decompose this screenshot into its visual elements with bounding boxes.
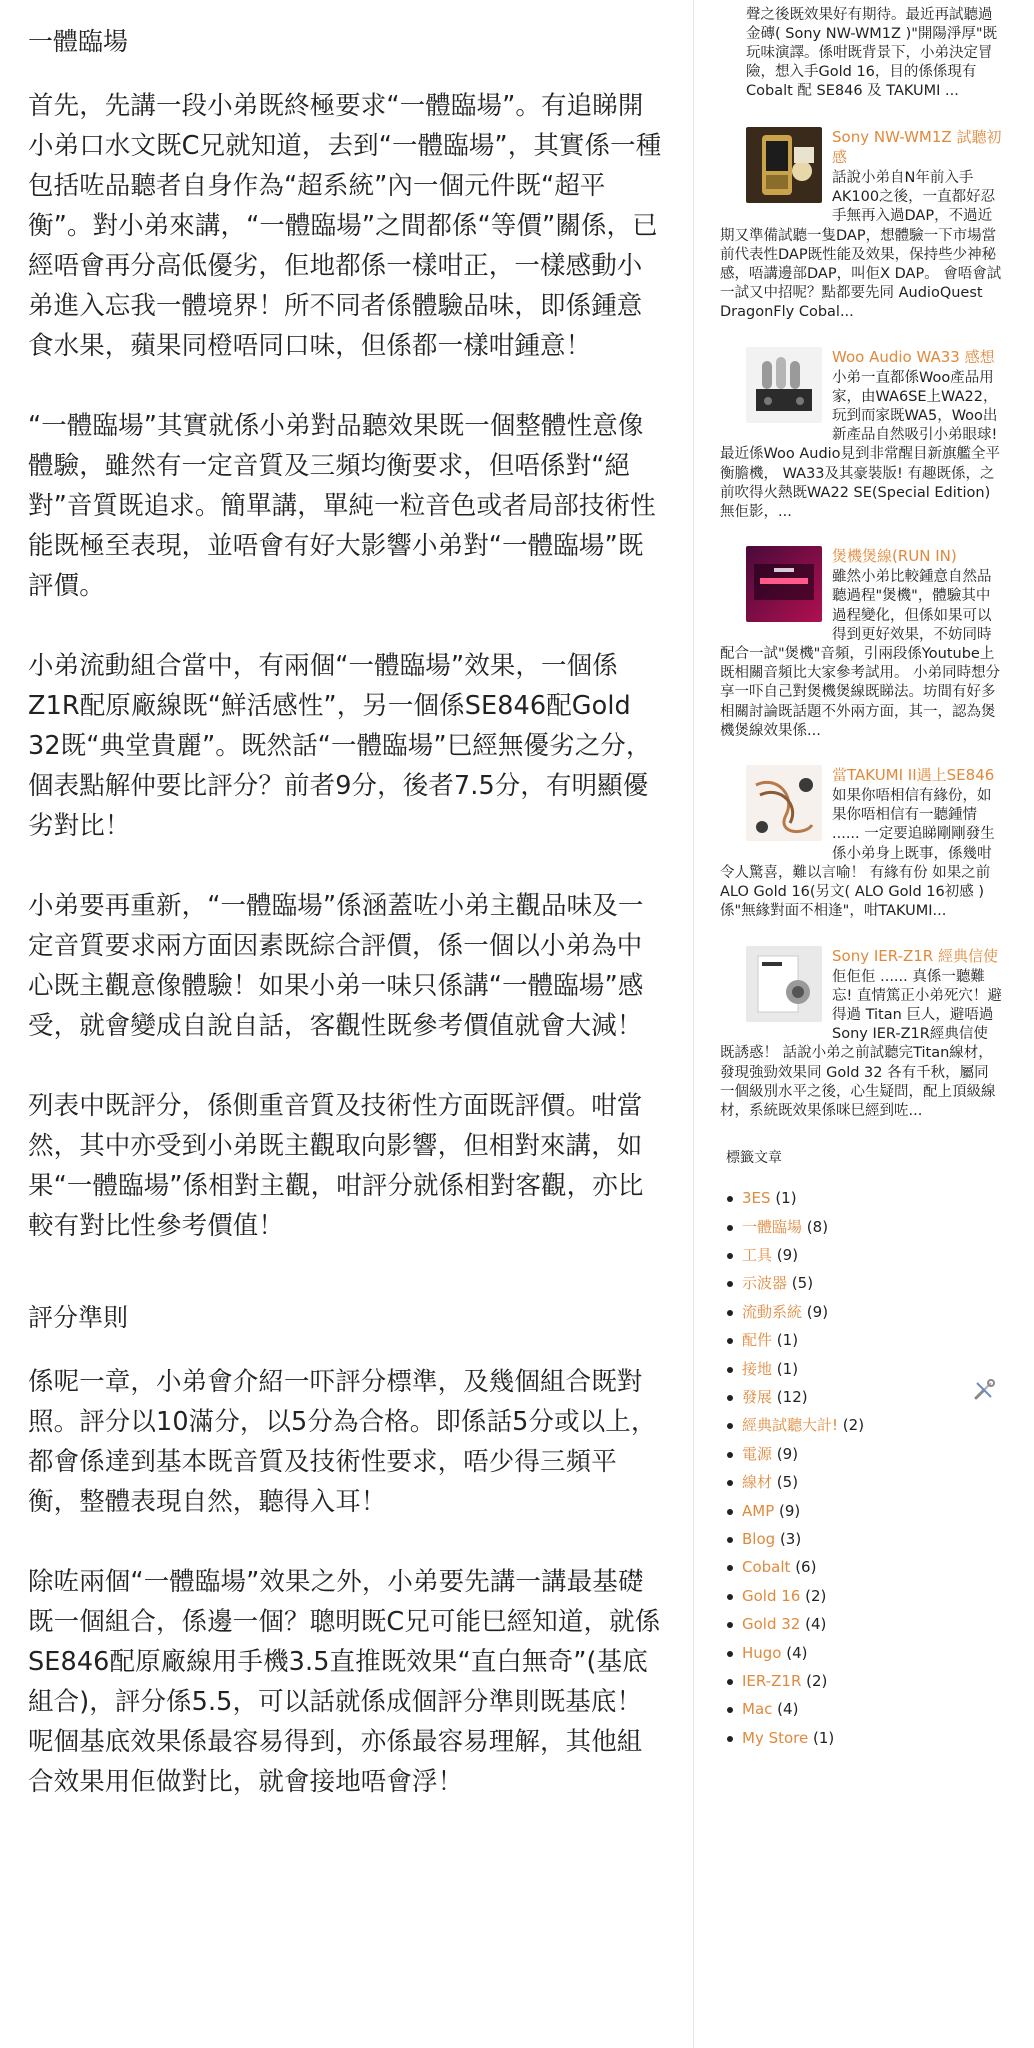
paragraph-2: “一體臨場”其實就係小弟對品聽效果既一個整體性意像體驗，雖然有一定音質及三頻均衡要求，但唔係對“絕對”音質既追求。簡單講，單純一粒音色或者局部技術性能既極至表現，並唔會有好大影響小弟對“一體臨場”既評價。 (28, 411, 656, 601)
popular-post-snippet: 小弟一直都係Woo產品用家，由WA6SE上WA22，玩到而家既WA5，Woo出新產品自然吸引小弟眼球! 最近係Woo Audio見到非常醒目新旗艦全平衡膽機， WA33及其豪裝版! 有趣既係，之前吹得火熱既WA22 SE(Special Edition)無佢影，... (720, 369, 1001, 521)
popular-post (720, 946, 1002, 1122)
label-link[interactable]: Hugo (742, 1643, 782, 1662)
label-item (726, 1667, 1002, 1695)
popular-post-title[interactable]: 當TAKUMI II遇上SE846 (832, 766, 995, 785)
label-count: (2) (806, 1672, 828, 1691)
label-link[interactable]: 經典試聽大計! (742, 1416, 839, 1435)
label-link[interactable]: My Store (742, 1728, 809, 1747)
section-heading-scoring: 評分準則 (28, 1303, 129, 1332)
label-link[interactable]: Gold 16 (742, 1586, 801, 1605)
label-count: (3) (779, 1530, 802, 1548)
label-link[interactable]: Mac (742, 1700, 773, 1719)
popular-post-title[interactable]: Sony IER-Z1R 經典信使 (832, 946, 998, 965)
label-link[interactable]: 工具 (742, 1245, 773, 1264)
label-count: (12) (776, 1387, 808, 1406)
label-link[interactable]: 電源 (742, 1444, 773, 1463)
label-item (726, 1184, 1002, 1212)
label-link[interactable]: 示波器 (742, 1274, 788, 1293)
video-thumbnail-icon[interactable] (746, 546, 822, 622)
sidebar (720, 0, 1002, 2048)
popular-post-title[interactable]: 煲機煲線(RUN IN) (832, 547, 957, 566)
label-link[interactable]: Cobalt (742, 1558, 791, 1577)
popular-post-snippet: 話說小弟自N年前入手AK100之後，一直都好忍手無再入過DAP，不過近期又準備試聽一隻DAP，想體驗一下市場當前代表性DAP既性能及效果，保持些少神秘感，唔講邊部DAP，叫佢X DAP。 會唔會試一試又中招呢？點都要先同 AudioQuest DragonFly Cobal... (720, 170, 1002, 321)
paragraph-4: 小弟要再重新，“一體臨場”係涵蓋咗小弟主觀品味及一定音質要求兩方面因素既綜合評價，係一個以小弟為中心既主觀意像體驗！如果小弟一味只係講“一體臨場”感受，就會變成自說自話，客觀性既參考價值就會大減！ (28, 891, 644, 1041)
label-count: (5) (776, 1473, 799, 1492)
popular-post-title[interactable]: Sony NW-WM1Z 試聽初感 (832, 128, 1002, 166)
column-divider (693, 0, 694, 2048)
label-item (726, 1497, 1002, 1525)
label-count: (4) (786, 1643, 808, 1662)
popular-post-title[interactable]: Woo Audio WA33 感想 (832, 347, 995, 366)
earphone-cable-icon[interactable] (746, 765, 822, 841)
label-count: (1) (776, 1359, 799, 1378)
section-heading-immersive: 一體臨場 (28, 27, 129, 56)
label-link[interactable]: 發展 (742, 1387, 773, 1406)
labels-widget-title: 標籤文章 (726, 1150, 782, 1167)
label-link[interactable]: IER-Z1R (742, 1672, 802, 1691)
label-item (726, 1440, 1002, 1468)
label-count: (2) (805, 1586, 827, 1605)
label-count: (9) (776, 1444, 799, 1463)
label-item (726, 1695, 1002, 1723)
label-count: (9) (776, 1245, 799, 1264)
paragraph-5: 列表中既評分，係側重音質及技術性方面既評價。咁當然，其中亦受到小弟既主觀取向影響，但相對來講，如果“一體臨場”係相對主觀，咁評分就係相對客觀，亦比較有對比性參考價值！ (28, 1091, 644, 1241)
label-item (726, 1525, 1002, 1553)
label-link[interactable]: 線材 (742, 1473, 773, 1492)
wrench-screwdriver-icon[interactable] (972, 1378, 996, 1402)
tube-amp-icon[interactable] (746, 347, 822, 423)
label-count: (1) (775, 1189, 797, 1208)
label-count: (6) (795, 1558, 817, 1577)
label-link[interactable]: 接地 (742, 1359, 773, 1378)
label-count: (1) (776, 1331, 799, 1350)
label-link[interactable]: 一體臨場 (742, 1217, 803, 1236)
label-item (726, 1411, 1002, 1439)
label-count: (4) (805, 1615, 827, 1634)
label-item (726, 1582, 1002, 1610)
label-link[interactable]: AMP (742, 1501, 775, 1520)
label-item (726, 1298, 1002, 1326)
popular-post-snippet: 聲之後既效果好有期待。最近再試聽過金磚( Sony NW-WM1Z )"開陽淨厚"既玩味演譯。係咁既背景下，小弟決定冒險，想入手Gold 16，目的係係現有 Cobalt 配 SE846 及 TAKUMI ... (746, 7, 998, 99)
label-count: (2) (842, 1416, 865, 1435)
popular-post (720, 546, 1002, 741)
popular-post (720, 765, 1002, 921)
labels-list (726, 1184, 1002, 1752)
popular-post-snippet: 佢佢佢 ...... 真係一聽難忘! 直情篤正小弟死穴！避得過 Titan 巨人，避唔過Sony IER-Z1R經典信使既誘惑！ 話說小弟之前試聽完Titan線材，發現強勁效果同 Gold 32 各有千秋，屬同一個級別水平之後，心生疑問，配上頂級線材，系統既效果係咪巳經到咗... (720, 968, 1002, 1119)
label-link[interactable]: Gold 32 (742, 1615, 801, 1634)
label-item (726, 1326, 1002, 1354)
paragraph-1: 首先，先講一段小弟既終極要求“一體臨場”。有追睇開小弟口水文既C兄就知道，去到“一體臨場”，其實係一種包括咗品聽者自身作為“超系統”內一個元件既“超平衡”。對小弟來講，“一體臨場”之間都係“等價”關係，已經唔會再分高低優劣，佢地都係一樣咁正，一樣感動小弟進入忘我一體境界！所不同者係體驗品味，即係鍾意食水果，蘋果同橙唔同口味，但係都一樣咁鍾意！ (28, 91, 662, 361)
label-count: (8) (806, 1217, 829, 1236)
paragraph-3: 小弟流動組合當中，有兩個“一體臨場”效果，一個係Z1R配原廠線既“鮮活感性”，另一個係SE846配Gold 32既“典堂貴麗”。既然話“一體臨場”巳經無優劣之分，個表點解仲要比評分？前者9分，後者7.5分，有明顯優劣對比！ (28, 651, 652, 841)
label-item (726, 1241, 1002, 1269)
label-link[interactable]: Blog (742, 1530, 776, 1548)
label-item (726, 1553, 1002, 1581)
popular-post (720, 347, 1002, 523)
label-item (726, 1639, 1002, 1667)
label-item (726, 1383, 1002, 1411)
label-count: (9) (779, 1501, 801, 1520)
label-item (726, 1355, 1002, 1383)
label-count: (1) (813, 1728, 835, 1747)
paragraph-6: 係呢一章，小弟會介紹一吓評分標準，及幾個組合既對照。評分以10滿分，以5分為合格。即係話5分或以上，都會係達到基本既音質及技術性要求，唔少得三頻平衡，整體表現自然，聽得入耳！ (28, 1367, 657, 1517)
earphone-box-icon[interactable] (746, 946, 822, 1022)
label-count: (9) (806, 1302, 829, 1321)
label-item (726, 1610, 1002, 1638)
label-link[interactable]: 3ES (742, 1189, 771, 1208)
dap-player-icon[interactable] (746, 127, 822, 203)
label-link[interactable]: 流動系統 (742, 1302, 803, 1321)
label-item (726, 1724, 1002, 1752)
label-count: (5) (791, 1274, 814, 1293)
label-link[interactable]: 配件 (742, 1331, 773, 1350)
label-item (726, 1213, 1002, 1241)
label-item (726, 1468, 1002, 1496)
popular-post (720, 127, 1002, 323)
label-count: (4) (777, 1700, 799, 1719)
popular-post-snippet: 雖然小弟比較鍾意自然品聽過程"煲機"，體驗其中過程變化，但係如果可以得到更好效果，不妨同時配合一試"煲機"音頻，引兩段係Youtube上既相關音頻比大家參考試用。 小弟同時想分享一吓自己對煲機煲線既睇法。坊間有好多相關討論既話題不外兩方面，其一，認為煲機煲線效果係... (720, 569, 1001, 739)
paragraph-7: 除咗兩個“一體臨場”效果之外，小弟要先講一講最基礎既一個組合，係邊一個？聰明既C兄可能巳經知道，就係SE846配原廠線用手機3.5直推既效果“直白無奇”(基底組合)，評分係5.5，可以話就係成個評分準則既基底！呢個基底效果係最容易得到，亦係最容易理解，其他組合效果用佢做對比，就會接地唔會浮！ (28, 1567, 661, 1797)
label-item (726, 1269, 1002, 1297)
popular-post-snippet: 如果你唔相信有緣份，如果你唔相信有一聽鍾情 ...... 一定要追睇剛剛發生係小弟身上既事，係幾咁令人驚喜，難以言喻！ 有緣有份 如果之前ALO Gold 16(另文( ALO Gold 16初感 )係"無緣對面不相逢"，咁TAKUMI... (720, 788, 995, 920)
